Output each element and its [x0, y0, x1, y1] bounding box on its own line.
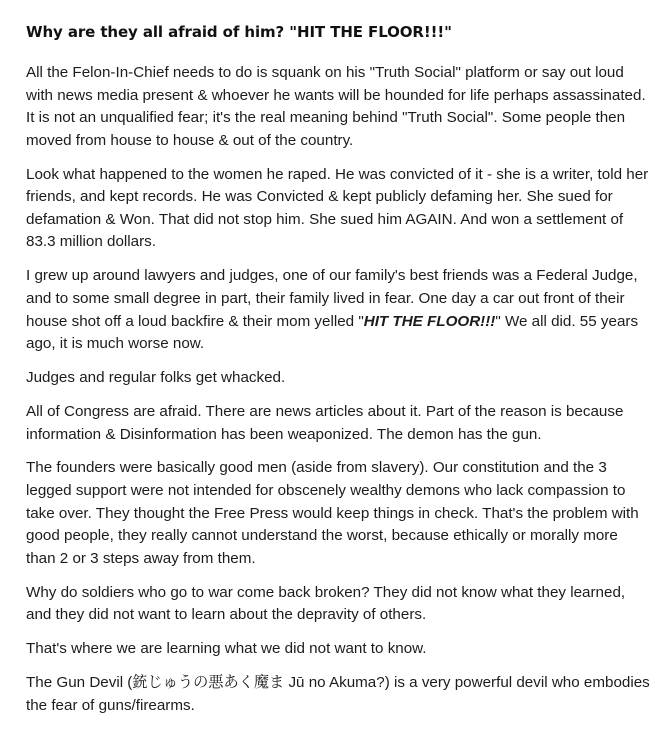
paragraph-gun-devil: The Gun Devil (銃じゅうの悪あく魔ま Jū no Akuma?) is a very powerful devil who embodies the fear of guns/firearms.: [26, 674, 650, 714]
post-title: Why are they all afraid of him? "HIT THE FLOOR!!!": [26, 23, 452, 41]
paragraph-text-after-emphasis: " We all did. 55 years ago, it is much worse now.: [26, 312, 639, 353]
paragraph-federal-judge: [26, 265, 651, 355]
paragraph-soldiers: Why do soldiers who go to war come back broken? They did not know what they learned, and they did not want to learn about the depravity of others.: [26, 583, 626, 624]
paragraph-founders: The founders were basically good men (aside from slavery). Our constitution and the 3 legged support were not intended for obscenely wealthy demons who lack compassion to take over. They thought the Free Press would keep things in check. That's the problem with good people, they really cannot understand the worst, because ethically or morally more than 2 or 3 steps away from them.: [26, 459, 639, 567]
paragraph-congress-afraid: All of Congress are afraid. There are news articles about it. Part of the reason is because information & Disinformation has been weaponized. The demon has the gun.: [26, 402, 624, 443]
paragraph-conviction: Look what happened to the women he raped. He was convicted of it - she is a writer, told her friends, and kept records. He was Convicted & kept publicly defaming her. She sued for defamation & Won. That did not stop him. She sued him AGAIN. And won a settlement of 83.3 million dollars.: [26, 165, 649, 251]
post-body: [26, 21, 651, 729]
paragraph-felon-in-chief: All the Felon-In-Chief needs to do is squank on his "Truth Social" platform or say out loud with news media present & whoever he wants will be hounded for life perhaps assassinated. It is not an unqualified fear; it's the real meaning behind "Truth Social". Some people then moved from house to house & out of the country.: [26, 64, 646, 149]
paragraph-learning: That's where we are learning what we did not want to know.: [26, 640, 427, 658]
hit-the-floor-emphasis: HIT THE FLOOR!!!: [363, 312, 496, 330]
paragraph-text-before-emphasis: I grew up around lawyers and judges, one of our family's best friends was a Federal Judge, and to some small degree in part, their family lived in fear. One day a car out front of their house shot off a loud backfire & their mom yelled ": [26, 267, 638, 330]
paragraph-judges-whacked: Judges and regular folks get whacked.: [26, 369, 286, 387]
